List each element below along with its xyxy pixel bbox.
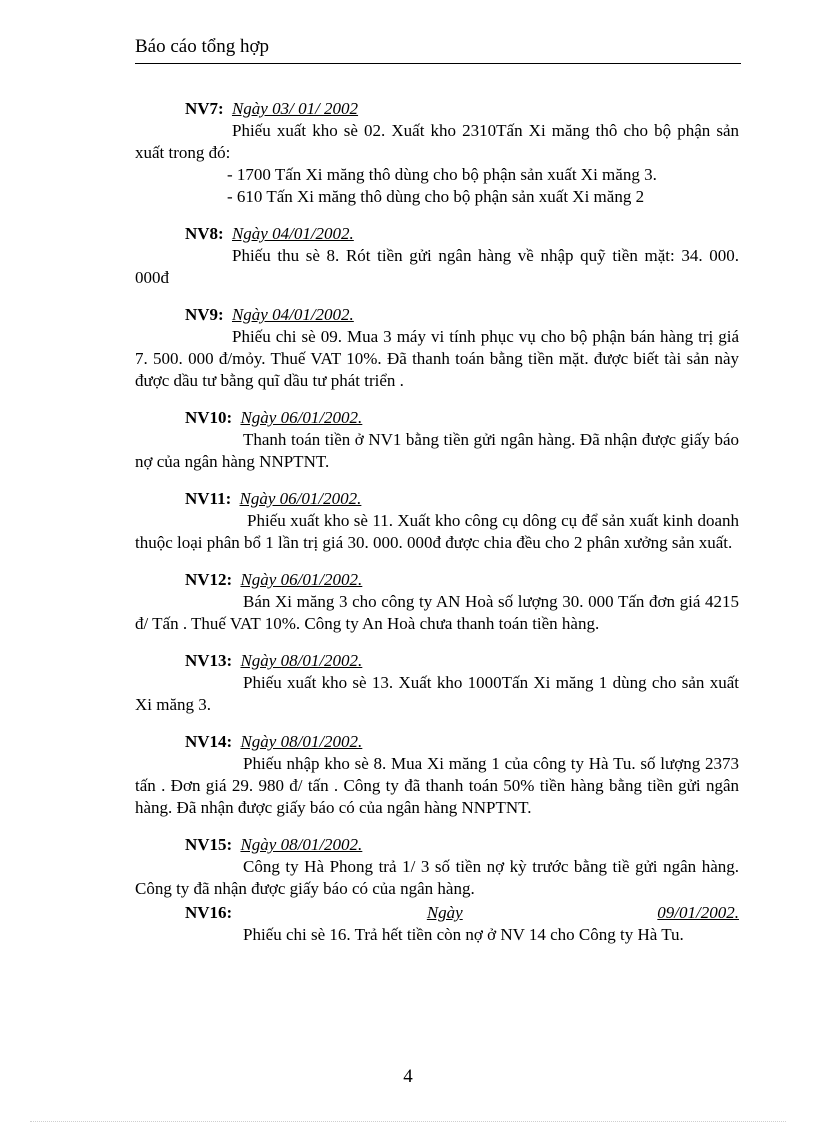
entry-date: Ngày 04/01/2002.	[231, 305, 354, 324]
entry-nv13	[135, 650, 739, 716]
entry-date: Ngày 08/01/2002.	[240, 835, 363, 854]
entry-code: NV15:	[185, 835, 233, 854]
entry-nv11	[135, 488, 739, 554]
entry-text: Phiếu nhập kho sè 8. Mua Xi măng 1 của công ty Hà Tu. số lượng 2373 tấn . Đơn giá 29. 980 đ/ tấn . Công ty đã thanh toán 50% tiền hàng bằng tiền gửi ngân hàng. Đã nhận được giấy báo có của ngân hàng NNPTNT.	[135, 754, 739, 817]
entry-bullet: - 1700 Tấn Xi măng thô dùng cho bộ phận sản xuất Xi măng 3.	[227, 165, 657, 184]
entry-code: NV8:	[185, 224, 224, 243]
entry-text: Thanh toán tiền ở NV1 bằng tiền gửi ngân hàng. Đã nhận được giấy báo nợ của ngân hàng NNPTNT.	[135, 430, 739, 471]
entry-heading	[135, 488, 739, 510]
entry-nv7	[135, 98, 739, 208]
entry-text: Phiếu chi sè 09. Mua 3 máy vi tính phục vụ cho bộ phận bán hàng trị giá 7. 500. 000 đ/mỏy. Thuế VAT 10%. Đã thanh toán bằng tiền mặt. được biết tài sản này được dầu tư bằng quĩ dầu tư phát triển .	[135, 327, 739, 390]
entry-nv14	[135, 731, 739, 819]
entry-text: Phiếu chi sè 16. Trả hết tiền còn nợ ở NV 14 cho Công ty Hà Tu.	[243, 925, 684, 944]
entry-bullet: - 610 Tấn Xi măng thô dùng cho bộ phận sản xuất Xi măng 2	[227, 187, 645, 206]
entry-code: NV14:	[185, 732, 233, 751]
entry-text: Công ty Hà Phong trả 1/ 3 số tiền nợ kỳ trước bằng tiề gửi ngân hàng. Công ty đã nhận được giấy báo có của ngân hàng.	[135, 857, 739, 898]
entry-date: Ngày 06/01/2002.	[239, 489, 362, 508]
document-body	[135, 98, 739, 961]
entry-code: NV13:	[185, 651, 233, 670]
entry-date: Ngày 06/01/2002.	[240, 408, 363, 427]
entry-text: Phiếu xuất kho sè 11. Xuất kho công cụ dông cụ để sản xuất kinh doanh thuộc loại phân bổ 1 lần trị giá 30. 000. 000đ được chia đều cho 2 phân xưởng sản xuất.	[135, 511, 739, 552]
page-header-title: Báo cáo tổng hợp	[135, 36, 270, 57]
entry-heading	[135, 98, 739, 120]
entry-date: Ngày 04/01/2002.	[231, 224, 354, 243]
page-number: 4	[403, 1066, 413, 1087]
entry-code: NV11:	[185, 489, 232, 508]
entry-heading	[135, 569, 739, 591]
entry-code: NV7:	[185, 99, 224, 118]
entry-nv15	[135, 834, 739, 900]
entry-code: NV16:	[185, 903, 233, 922]
entry-heading	[135, 650, 739, 672]
entry-heading	[135, 902, 739, 924]
entry-date: 09/01/2002.	[657, 903, 739, 922]
entry-code: NV12:	[185, 570, 233, 589]
page-bottom-edge	[30, 1121, 786, 1122]
entry-text: Phiếu xuất kho sè 13. Xuất kho 1000Tấn Xi măng 1 dùng cho sản xuất Xi măng 3.	[135, 673, 739, 714]
entry-heading	[135, 407, 739, 429]
entry-date: Ngày 03/ 01/ 2002	[231, 99, 359, 118]
entry-nv16	[135, 902, 739, 946]
entry-date-label: Ngày	[426, 903, 463, 922]
entry-nv10	[135, 407, 739, 473]
entry-heading	[135, 304, 739, 326]
entry-date: Ngày 06/01/2002.	[240, 570, 363, 589]
entry-code: NV9:	[185, 305, 224, 324]
entry-heading	[135, 223, 739, 245]
entry-heading	[135, 731, 739, 753]
header-rule	[135, 63, 741, 64]
entry-code: NV10:	[185, 408, 233, 427]
entry-date: Ngày 08/01/2002.	[240, 732, 363, 751]
entry-nv9	[135, 304, 739, 392]
entry-heading	[135, 834, 739, 856]
entry-nv12	[135, 569, 739, 635]
entry-text: Phiếu xuất kho sè 02. Xuất kho 2310Tấn Xi măng thô cho bộ phận sản xuất trong đó:	[135, 121, 739, 162]
entry-date: Ngày 08/01/2002.	[240, 651, 363, 670]
entry-nv8	[135, 223, 739, 289]
entry-text: Phiếu thu sè 8. Rót tiền gửi ngân hàng về nhập quỹ tiền mặt: 34. 000. 000đ	[135, 246, 739, 287]
entry-text: Bán Xi măng 3 cho công ty AN Hoà số lượng 30. 000 Tấn đơn giá 4215 đ/ Tấn . Thuế VAT 10%. Công ty An Hoà chưa thanh toán tiền hàng.	[135, 592, 739, 633]
